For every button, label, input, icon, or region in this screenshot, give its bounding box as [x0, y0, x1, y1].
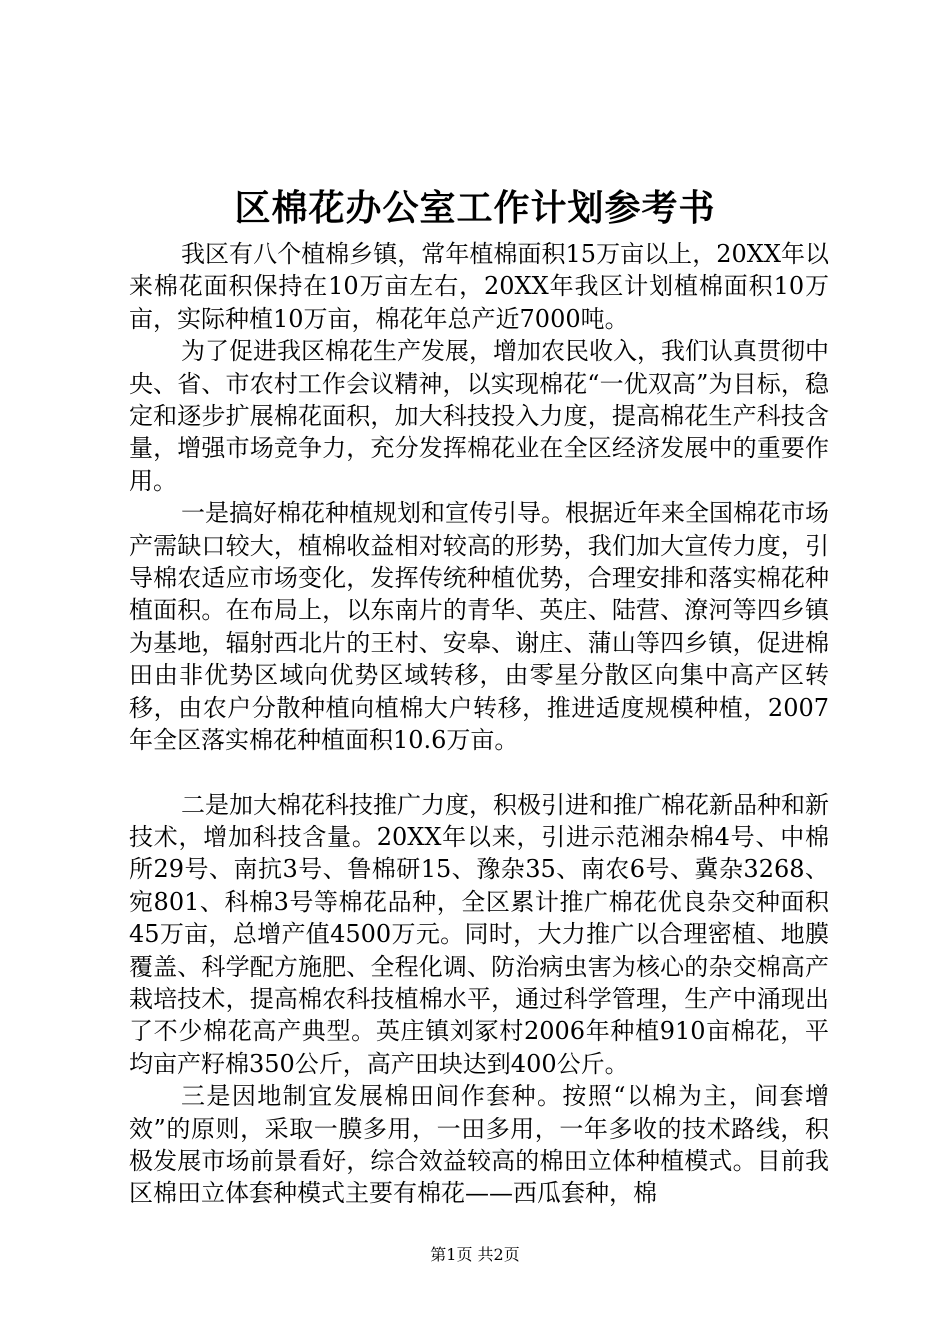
paragraph-technology: 二是加大棉花科技推广力度，积极引进和推广棉花新品种和新技术，增加科技含量。20XX年以来，引进示范湘杂棉4号、中棉所29号、南抗3号、鲁棉研15、豫杂35、南农6号、冀杂3268、宛801、科棉3号等棉花品种，全区累计推广棉花优良杂交种面积45万亩，总增产值4500万元。同时，大力推广以合理密植、地膜覆盖、科学配方施肥、全程化调、防治病虫害为核心的杂交棉高产栽培技术，提高棉农科技植棉水平，通过科学管理，生产中涌现出了不少棉花高产典型。英庄镇刘冢村2006年种植910亩棉花，平均亩产籽棉350公斤，高产田块达到400公斤。 — [129, 790, 829, 1078]
paragraph-planning: 一是搞好棉花种植规划和宣传引导。根据近年来全国棉花市场产需缺口较大，植棉收益相对较高的形势，我们加大宣传力度，引导棉农适应市场变化，发挥传统种植优势，合理安排和落实棉花种植面积。在布局上，以东南片的青华、英庄、陆营、潦河等四乡镇为基地，辐射西北片的王村、安皋、谢庄、蒲山等四乡镇，促进棉田由非优势区域向优势区域转移，由零星分散区向集中高产区转移，由农户分散种植向植棉大户转移，推进适度规模种植，2007年全区落实棉花种植面积10.6万亩。 — [129, 499, 829, 755]
paragraph-intro: 我区有八个植棉乡镇，常年植棉面积15万亩以上，20XX年以来棉花面积保持在10万亩左右，20XX年我区计划植棉面积10万亩，实际种植10万亩，棉花年总产近7000吨。 — [129, 240, 829, 333]
paragraph-goal: 为了促进我区棉花生产发展，增加农民收入，我们认真贯彻中央、省、市农村工作会议精神，以实现棉花“一优双高”为目标，稳定和逐步扩展棉花面积，加大科技投入力度，提高棉花生产科技含量，增强市场竞争力，充分发挥棉花业在全区经济发展中的重要作用。 — [129, 337, 829, 495]
document-body — [129, 238, 829, 1210]
paragraph-intercropping: 三是因地制宜发展棉田间作套种。按照“以棉为主，间套增效”的原则，采取一膜多用，一田多用，一年多收的技术路线，积极发展市场前景看好，综合效益较高的棉田立体种植模式。目前我区棉田立体套种模式主要有棉花——西瓜套种，棉 — [129, 1082, 829, 1208]
page-number-footer: 第1页 共2页 — [430, 1245, 520, 1264]
document-title: 区棉花办公室工作计划参考书 — [234, 188, 716, 229]
